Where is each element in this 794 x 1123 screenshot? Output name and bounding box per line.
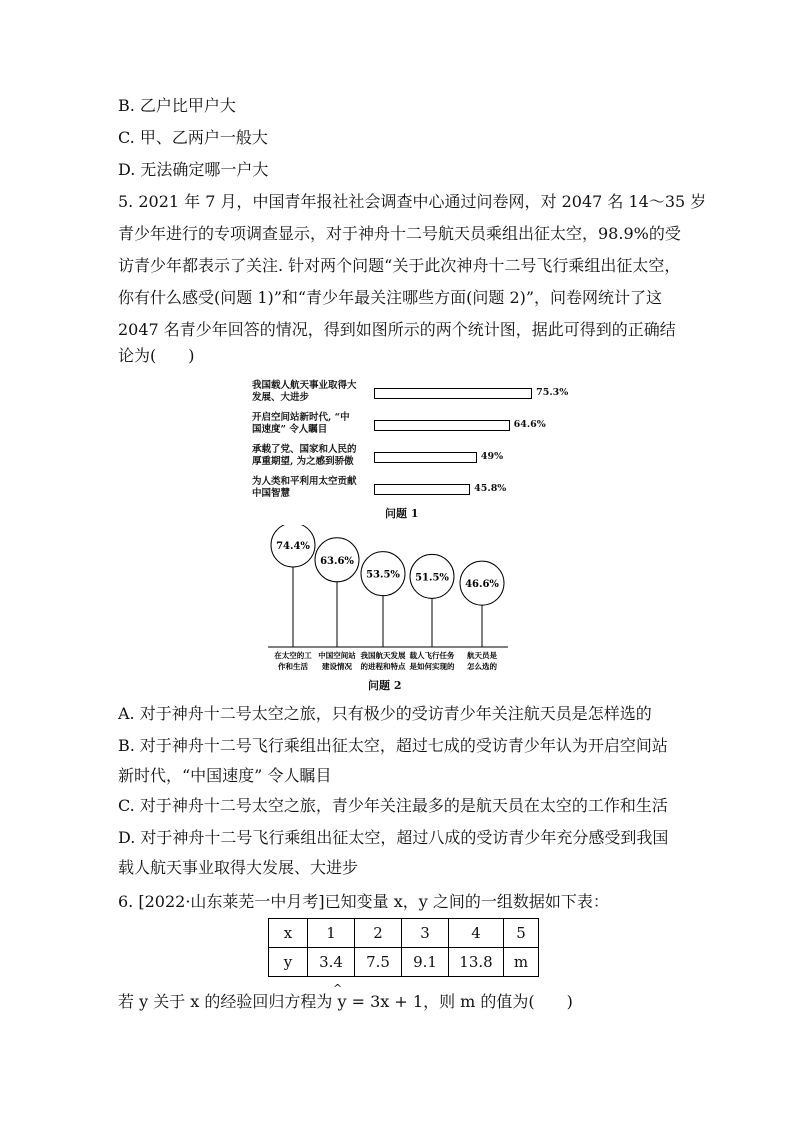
- chart-2-value-label: 63.6%: [320, 555, 354, 567]
- option-c-q4: C. 甲、乙两户一般大: [118, 128, 268, 147]
- table-cell: 13.8: [449, 948, 504, 977]
- chart-2-value-label: 53.5%: [366, 569, 400, 581]
- table-cell: 5: [504, 919, 539, 948]
- question-5-line-6: 论为( ): [118, 346, 195, 365]
- chart-1-category-label: 开启空间站新时代, “中 国速度” 令人瞩目: [252, 412, 350, 435]
- table-cell: 4: [449, 919, 504, 948]
- chart-1-bar: [374, 452, 477, 463]
- chart-1-bar: [374, 484, 470, 495]
- table-cell: y: [269, 948, 308, 977]
- chart-question-2: [262, 525, 512, 675]
- chart-2-category-label: 是如何实现的: [409, 662, 455, 671]
- table-row: [269, 919, 539, 948]
- table-cell: 1: [308, 919, 355, 948]
- chart-2-caption: 问题 2: [368, 679, 402, 692]
- option-d-q5-line-2: 载人航天事业取得大发展、大进步: [118, 858, 359, 877]
- option-d-q5-line-1: D. 对于神舟十二号飞行乘组出征太空，超过八成的受访青少年充分感受到我国: [118, 828, 669, 847]
- chart-1-value-label: 64.6%: [513, 419, 546, 430]
- chart-1-caption: 问题 1: [385, 507, 419, 520]
- chart-1-category-label: 为人类和平利用太空贡献 中国智慧: [252, 476, 357, 499]
- table-cell: x: [269, 919, 308, 948]
- chart-2-category-label: 建设情况: [322, 662, 352, 671]
- table-cell: 2: [355, 919, 402, 948]
- chart-1-value-label: 45.8%: [474, 483, 507, 494]
- chart-2-value-label: 51.5%: [415, 572, 449, 584]
- table-cell: m: [504, 948, 539, 977]
- chart-1-value-label: 49%: [480, 451, 504, 462]
- question-5-line-2: 青少年进行的专项调查显示，对于神舟十二号航天员乘组出征太空，98.9%的受: [118, 224, 681, 243]
- question-5-line-1: 5. 2021 年 7 月，中国青年报社社会调查中心通过问卷网，对 2047 名 14～35 岁: [118, 192, 707, 211]
- chart-2-category-label: 作和生活: [278, 662, 308, 671]
- chart-2-category-label: 中国空间站: [318, 651, 356, 660]
- option-b-q5-line-2: 新时代，“中国速度” 令人瞩目: [118, 766, 332, 785]
- option-c-q5: C. 对于神舟十二号太空之旅，青少年关注最多的是航天员在太空的工作和生活: [118, 796, 668, 815]
- question-6-line-2: 若 y 关于 x 的经验回归方程为 y = 3x + 1，则 m 的值为( ): [118, 992, 573, 1011]
- chart-2-category-label: 我国航天发展: [360, 651, 406, 660]
- chart-2-category-label: 载人飞行任务: [409, 651, 455, 660]
- chart-2-category-label: 的进程和特点: [360, 662, 406, 671]
- question-5-line-3: 访青少年都表示了关注. 针对两个问题“关于此次神舟十二号飞行乘组出征太空，: [118, 256, 681, 275]
- question-5-line-4: 你有什么感受(问题 1)”和“青少年最关注哪些方面(问题 2)”，问卷网统计了这: [118, 288, 663, 307]
- chart-1-category-label: 承载了党、国家和人民的 厚重期望, 为之感到骄傲: [252, 444, 357, 467]
- option-d-q4: D. 无法确定哪一户大: [118, 160, 269, 179]
- table-cell: 9.1: [402, 948, 449, 977]
- data-table: [268, 918, 539, 977]
- option-b-q5-line-1: B. 对于神舟十二号飞行乘组出征太空，超过七成的受访青少年认为开启空间站: [118, 736, 668, 755]
- chart-2-value-label: 46.6%: [465, 579, 499, 591]
- table-cell: 3.4: [308, 948, 355, 977]
- chart-1-category-label: 我国载人航天事业取得大 发展、大进步: [252, 380, 357, 403]
- chart-2-category-label: 航天员是: [467, 651, 497, 660]
- hat-symbol: ^: [333, 982, 343, 995]
- chart-1-bar: [374, 420, 510, 431]
- option-b-q4: B. 乙户比甲户大: [118, 96, 236, 115]
- question-6: 6. [2022·山东莱芜一中月考]已知变量 x，y 之间的一组数据如下表：: [118, 892, 609, 911]
- chart-2-category-label: 怎么选的: [467, 662, 497, 671]
- table-row: [269, 948, 539, 977]
- chart-2-category-label: 在太空的工: [274, 651, 312, 660]
- chart-1-bar: [374, 388, 532, 399]
- table-cell: 7.5: [355, 948, 402, 977]
- chart-2-value-label: 74.4%: [276, 541, 310, 552]
- chart-1-value-label: 75.3%: [536, 387, 569, 398]
- question-5-line-5: 2047 名青少年回答的情况，得到如图所示的两个统计图，据此可得到的正确结: [118, 320, 676, 339]
- option-a-q5: A. 对于神舟十二号太空之旅，只有极少的受访青少年关注航天员是怎样选的: [118, 704, 652, 723]
- table-cell: 3: [402, 919, 449, 948]
